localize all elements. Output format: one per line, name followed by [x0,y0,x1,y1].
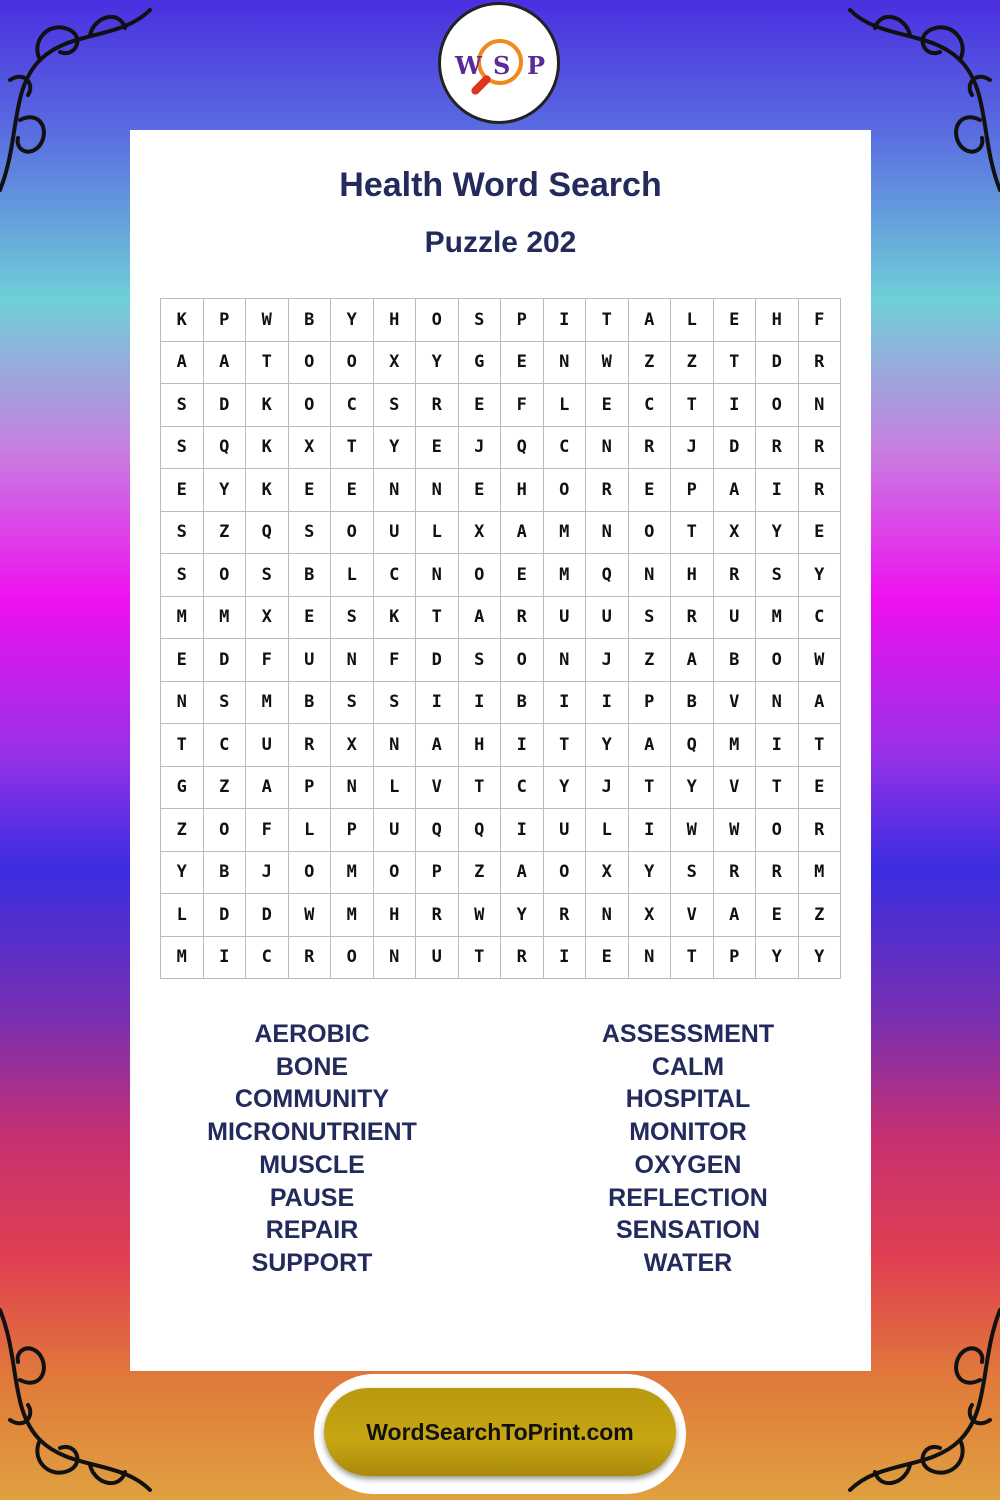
grid-cell[interactable]: S [289,512,332,555]
grid-cell[interactable]: S [204,682,247,725]
word-list-item: MICRONUTRIENT [207,1118,417,1147]
puzzle-subtitle: Puzzle 202 [424,226,577,259]
grid-cell[interactable]: D [204,384,247,427]
grid-cell[interactable]: P [204,299,247,342]
grid-cell[interactable]: R [289,724,332,767]
puzzle-card [130,130,871,1371]
grid-cell[interactable]: Y [204,469,247,512]
grid-cell[interactable]: N [756,682,799,725]
grid-cell[interactable]: M [544,554,587,597]
grid-cell[interactable]: J [246,852,289,895]
grid-cell[interactable]: B [289,299,332,342]
grid-cell[interactable]: T [671,512,714,555]
word-list-item: MUSCLE [259,1150,365,1179]
grid-cell[interactable]: L [544,384,587,427]
grid-cell[interactable]: N [544,342,587,385]
grid-cell[interactable]: N [586,894,629,937]
grid-cell[interactable]: H [459,724,502,767]
grid-cell[interactable]: O [756,384,799,427]
grid-cell[interactable]: Y [544,767,587,810]
grid-cell[interactable]: U [544,809,587,852]
grid-cell[interactable]: P [671,469,714,512]
grid-cell[interactable]: O [331,342,374,385]
grid-cell[interactable]: O [501,639,544,682]
grid-cell[interactable]: B [714,639,757,682]
grid-cell[interactable]: M [331,894,374,937]
grid-cell[interactable]: Z [204,767,247,810]
grid-cell[interactable]: F [246,809,289,852]
grid-cell[interactable]: R [799,342,842,385]
grid-cell[interactable]: O [289,852,332,895]
grid-cell[interactable]: A [161,342,204,385]
grid-cell[interactable]: U [416,937,459,980]
grid-cell[interactable]: M [161,597,204,640]
grid-cell[interactable]: D [204,639,247,682]
grid-cell[interactable]: D [416,639,459,682]
grid-cell[interactable]: N [629,554,672,597]
grid-cell[interactable]: O [331,512,374,555]
grid-cell[interactable]: R [756,427,799,470]
grid-cell[interactable]: A [671,639,714,682]
grid-cell[interactable]: B [204,852,247,895]
grid-cell[interactable]: J [671,427,714,470]
grid-cell[interactable]: W [799,639,842,682]
grid-cell[interactable]: A [204,342,247,385]
grid-cell[interactable]: W [459,894,502,937]
grid-cell[interactable]: M [714,724,757,767]
grid-cell[interactable]: S [374,682,417,725]
grid-cell[interactable]: I [544,299,587,342]
grid-cell[interactable]: X [331,724,374,767]
grid-cell[interactable]: H [756,299,799,342]
grid-cell[interactable]: W [714,809,757,852]
grid-cell[interactable]: O [289,384,332,427]
grid-cell[interactable]: O [629,512,672,555]
grid-cell[interactable]: O [204,809,247,852]
grid-cell[interactable]: Q [246,512,289,555]
grid-cell[interactable]: U [246,724,289,767]
word-list-item: SENSATION [616,1216,760,1245]
word-list-item: ASSESSMENT [601,1020,775,1048]
grid-cell[interactable]: A [459,597,502,640]
grid-cell[interactable]: I [629,809,672,852]
grid-cell[interactable]: S [331,597,374,640]
grid-cell[interactable]: Z [799,894,842,937]
grid-cell[interactable]: S [374,384,417,427]
grid-cell[interactable]: V [714,682,757,725]
grid-cell[interactable]: K [246,384,289,427]
grid-cell[interactable]: I [501,809,544,852]
word-list-item: REFLECTION [608,1183,768,1212]
grid-cell[interactable]: C [331,384,374,427]
grid-cell[interactable]: R [629,427,672,470]
grid-cell[interactable]: H [671,554,714,597]
grid-cell[interactable]: A [629,299,672,342]
grid-cell[interactable]: L [331,554,374,597]
grid-cell[interactable]: M [161,937,204,980]
grid-cell[interactable]: I [756,469,799,512]
website-link-button[interactable]: WordSearchToPrint.com [324,1388,676,1476]
grid-cell[interactable]: Y [629,852,672,895]
grid-cell[interactable]: V [671,894,714,937]
word-list-item: AEROBIC [254,1020,370,1048]
grid-cell[interactable]: T [756,767,799,810]
word-list-item: REPAIR [265,1216,359,1245]
grid-cell[interactable]: T [671,937,714,980]
grid-cell[interactable]: E [289,469,332,512]
grid-cell[interactable]: D [756,342,799,385]
grid-cell[interactable]: E [629,469,672,512]
grid-cell[interactable]: T [671,384,714,427]
grid-cell[interactable]: M [799,852,842,895]
grid-cell[interactable]: T [246,342,289,385]
grid-cell[interactable]: H [374,894,417,937]
grid-cell[interactable]: G [161,767,204,810]
grid-cell[interactable]: I [501,724,544,767]
logo-letter-p: P [527,51,546,80]
grid-cell[interactable]: Z [204,512,247,555]
grid-cell[interactable]: E [161,469,204,512]
grid-cell[interactable]: E [586,937,629,980]
grid-cell[interactable]: Y [756,937,799,980]
grid-cell[interactable]: T [459,767,502,810]
grid-cell[interactable]: S [161,427,204,470]
grid-cell[interactable]: L [586,809,629,852]
grid-cell[interactable]: E [756,894,799,937]
grid-cell[interactable]: T [714,342,757,385]
grid-cell[interactable]: A [501,852,544,895]
grid-cell[interactable]: R [799,809,842,852]
grid-cell[interactable]: I [416,682,459,725]
word-list-right [538,1018,838,1280]
grid-cell[interactable]: S [331,682,374,725]
grid-cell[interactable]: O [289,342,332,385]
grid-cell[interactable]: N [416,469,459,512]
word-list-item: SUPPORT [251,1248,373,1277]
grid-cell[interactable]: L [416,512,459,555]
grid-cell[interactable]: X [586,852,629,895]
grid-cell[interactable]: Z [629,342,672,385]
grid-cell[interactable]: F [799,299,842,342]
grid-cell[interactable]: T [629,767,672,810]
grid-cell[interactable]: W [671,809,714,852]
grid-cell[interactable]: C [544,427,587,470]
grid-cell[interactable]: A [416,724,459,767]
grid-cell[interactable]: Y [374,427,417,470]
grid-cell[interactable]: O [331,937,374,980]
grid-cell[interactable]: O [756,639,799,682]
grid-cell[interactable]: C [799,597,842,640]
grid-cell[interactable]: P [714,937,757,980]
grid-cell[interactable]: Q [459,809,502,852]
grid-cell[interactable]: M [246,682,289,725]
grid-cell[interactable]: J [586,639,629,682]
grid-cell[interactable]: F [374,639,417,682]
grid-cell[interactable]: M [756,597,799,640]
grid-cell[interactable]: R [799,469,842,512]
word-list-left [162,1018,462,1280]
grid-cell[interactable]: E [501,554,544,597]
grid-cell[interactable]: I [544,937,587,980]
grid-cell[interactable]: Z [459,852,502,895]
grid-cell[interactable]: O [544,469,587,512]
grid-cell[interactable]: N [544,639,587,682]
grid-cell[interactable]: E [459,384,502,427]
grid-cell[interactable]: R [714,554,757,597]
grid-cell[interactable]: N [331,767,374,810]
word-list-item: HOSPITAL [625,1085,751,1114]
footer-container [314,1374,686,1494]
grid-cell[interactable]: T [544,724,587,767]
grid-cell[interactable]: N [374,724,417,767]
grid-cell[interactable]: N [331,639,374,682]
grid-cell[interactable]: S [161,512,204,555]
grid-cell[interactable]: N [586,512,629,555]
grid-cell[interactable]: D [246,894,289,937]
grid-cell[interactable]: D [204,894,247,937]
grid-cell[interactable]: Y [799,937,842,980]
grid-cell[interactable]: H [501,469,544,512]
grid-cell[interactable]: K [246,427,289,470]
grid-cell[interactable]: A [799,682,842,725]
grid-cell[interactable]: O [544,852,587,895]
grid-cell[interactable]: Y [501,894,544,937]
grid-cell[interactable]: X [459,512,502,555]
grid-cell[interactable]: P [629,682,672,725]
grid-cell[interactable]: J [586,767,629,810]
grid-cell[interactable]: R [501,597,544,640]
grid-cell[interactable]: E [714,299,757,342]
grid-cell[interactable]: U [714,597,757,640]
grid-cell[interactable]: B [289,554,332,597]
grid-cell[interactable]: C [629,384,672,427]
grid-cell[interactable]: M [544,512,587,555]
grid-cell[interactable]: F [246,639,289,682]
grid-cell[interactable]: I [756,724,799,767]
grid-cell[interactable]: Z [629,639,672,682]
grid-cell[interactable]: I [544,682,587,725]
grid-cell[interactable]: P [331,809,374,852]
grid-cell[interactable]: T [331,427,374,470]
grid-cell[interactable]: A [246,767,289,810]
grid-cell[interactable]: N [416,554,459,597]
word-list-item: BONE [275,1052,349,1081]
grid-cell[interactable]: A [501,512,544,555]
grid-cell[interactable]: S [246,554,289,597]
grid-cell[interactable]: I [586,682,629,725]
word-list-item: PAUSE [269,1183,355,1212]
grid-cell[interactable]: X [246,597,289,640]
grid-cell[interactable]: O [756,809,799,852]
grid-cell[interactable]: B [289,682,332,725]
grid-cell[interactable]: U [586,597,629,640]
grid-cell[interactable]: R [714,852,757,895]
grid-cell[interactable]: U [374,809,417,852]
grid-cell[interactable]: U [374,512,417,555]
grid-cell[interactable]: N [799,384,842,427]
grid-cell[interactable]: T [586,299,629,342]
grid-cell[interactable]: M [331,852,374,895]
grid-cell[interactable]: Y [671,767,714,810]
grid-cell[interactable]: E [289,597,332,640]
grid-cell[interactable]: O [459,554,502,597]
grid-cell[interactable]: N [374,937,417,980]
grid-cell[interactable]: P [501,299,544,342]
grid-cell[interactable]: D [714,427,757,470]
grid-cell[interactable]: C [374,554,417,597]
grid-cell[interactable]: Q [501,427,544,470]
grid-cell[interactable]: Y [416,342,459,385]
grid-cell[interactable]: R [671,597,714,640]
grid-cell[interactable]: X [289,427,332,470]
grid-cell[interactable]: L [671,299,714,342]
grid-cell[interactable]: T [799,724,842,767]
grid-cell[interactable]: J [459,427,502,470]
grid-cell[interactable]: Y [799,554,842,597]
word-list-item: COMMUNITY [234,1085,390,1114]
grid-cell[interactable]: N [374,469,417,512]
grid-cell[interactable]: R [289,937,332,980]
grid-cell[interactable]: T [416,597,459,640]
grid-cell[interactable]: P [289,767,332,810]
grid-cell[interactable]: S [459,639,502,682]
grid-cell[interactable]: Q [586,554,629,597]
page-title: Health Word Search [339,166,662,204]
grid-cell[interactable]: E [799,767,842,810]
grid-cell[interactable]: M [204,597,247,640]
grid-cell[interactable]: O [374,852,417,895]
grid-cell[interactable]: S [756,554,799,597]
grid-cell[interactable]: R [756,852,799,895]
grid-cell[interactable]: G [459,342,502,385]
word-list-item: WATER [643,1248,733,1277]
grid-cell[interactable]: A [629,724,672,767]
grid-cell[interactable]: Z [161,809,204,852]
grid-cell[interactable]: V [416,767,459,810]
grid-cell[interactable]: X [374,342,417,385]
grid-cell[interactable]: S [161,384,204,427]
grid-cell[interactable]: L [374,767,417,810]
word-list-item: MONITOR [629,1118,747,1147]
grid-cell[interactable]: S [671,852,714,895]
grid-cell[interactable]: F [501,384,544,427]
grid-cell[interactable]: B [501,682,544,725]
grid-cell[interactable]: U [289,639,332,682]
grid-cell[interactable]: S [459,299,502,342]
grid-cell[interactable]: Z [671,342,714,385]
grid-cell[interactable]: E [459,469,502,512]
grid-cell[interactable]: I [204,937,247,980]
grid-cell[interactable]: L [161,894,204,937]
grid-cell[interactable]: A [714,894,757,937]
grid-cell[interactable]: C [246,937,289,980]
grid-cell[interactable]: R [416,894,459,937]
site-logo[interactable] [438,2,560,124]
grid-cell[interactable]: R [586,469,629,512]
grid-cell[interactable]: T [161,724,204,767]
grid-cell[interactable]: I [459,682,502,725]
grid-cell[interactable]: Y [586,724,629,767]
grid-cell[interactable]: I [714,384,757,427]
grid-cell[interactable]: Q [671,724,714,767]
grid-cell[interactable]: K [246,469,289,512]
grid-cell[interactable]: W [586,342,629,385]
grid-cell[interactable]: Y [331,299,374,342]
word-list-item: OXYGEN [634,1150,742,1179]
grid-cell[interactable]: U [544,597,587,640]
grid-cell[interactable]: R [501,937,544,980]
grid-cell[interactable]: B [671,682,714,725]
grid-cell[interactable]: Q [204,427,247,470]
grid-cell[interactable]: N [161,682,204,725]
grid-cell[interactable]: E [501,342,544,385]
logo-letter-w: W [455,51,482,80]
grid-cell[interactable]: Y [756,512,799,555]
grid-cell[interactable]: R [544,894,587,937]
grid-cell[interactable]: N [629,937,672,980]
grid-cell[interactable]: E [161,639,204,682]
grid-cell[interactable]: R [416,384,459,427]
grid-cell[interactable]: O [204,554,247,597]
word-list-item: CALM [651,1052,725,1081]
grid-cell[interactable]: S [629,597,672,640]
grid-cell[interactable]: C [501,767,544,810]
logo-letter-s: S [493,51,511,80]
grid-cell[interactable]: E [799,512,842,555]
letter-grid [160,298,841,979]
grid-cell[interactable]: K [374,597,417,640]
grid-cell[interactable]: L [289,809,332,852]
grid-cell[interactable]: V [714,767,757,810]
grid-cell[interactable]: H [374,299,417,342]
grid-cell[interactable]: N [586,427,629,470]
grid-cell[interactable]: W [289,894,332,937]
grid-cell[interactable]: R [799,427,842,470]
grid-cell[interactable]: K [161,299,204,342]
grid-cell[interactable]: P [416,852,459,895]
grid-cell[interactable]: Q [416,809,459,852]
grid-cell[interactable]: O [416,299,459,342]
grid-cell[interactable]: W [246,299,289,342]
grid-cell[interactable]: E [416,427,459,470]
grid-cell[interactable]: Y [161,852,204,895]
grid-cell[interactable]: X [629,894,672,937]
grid-cell[interactable]: T [459,937,502,980]
grid-cell[interactable]: C [204,724,247,767]
grid-cell[interactable]: X [714,512,757,555]
grid-cell[interactable]: E [331,469,374,512]
grid-cell[interactable]: E [586,384,629,427]
grid-cell[interactable]: S [161,554,204,597]
grid-cell[interactable]: A [714,469,757,512]
